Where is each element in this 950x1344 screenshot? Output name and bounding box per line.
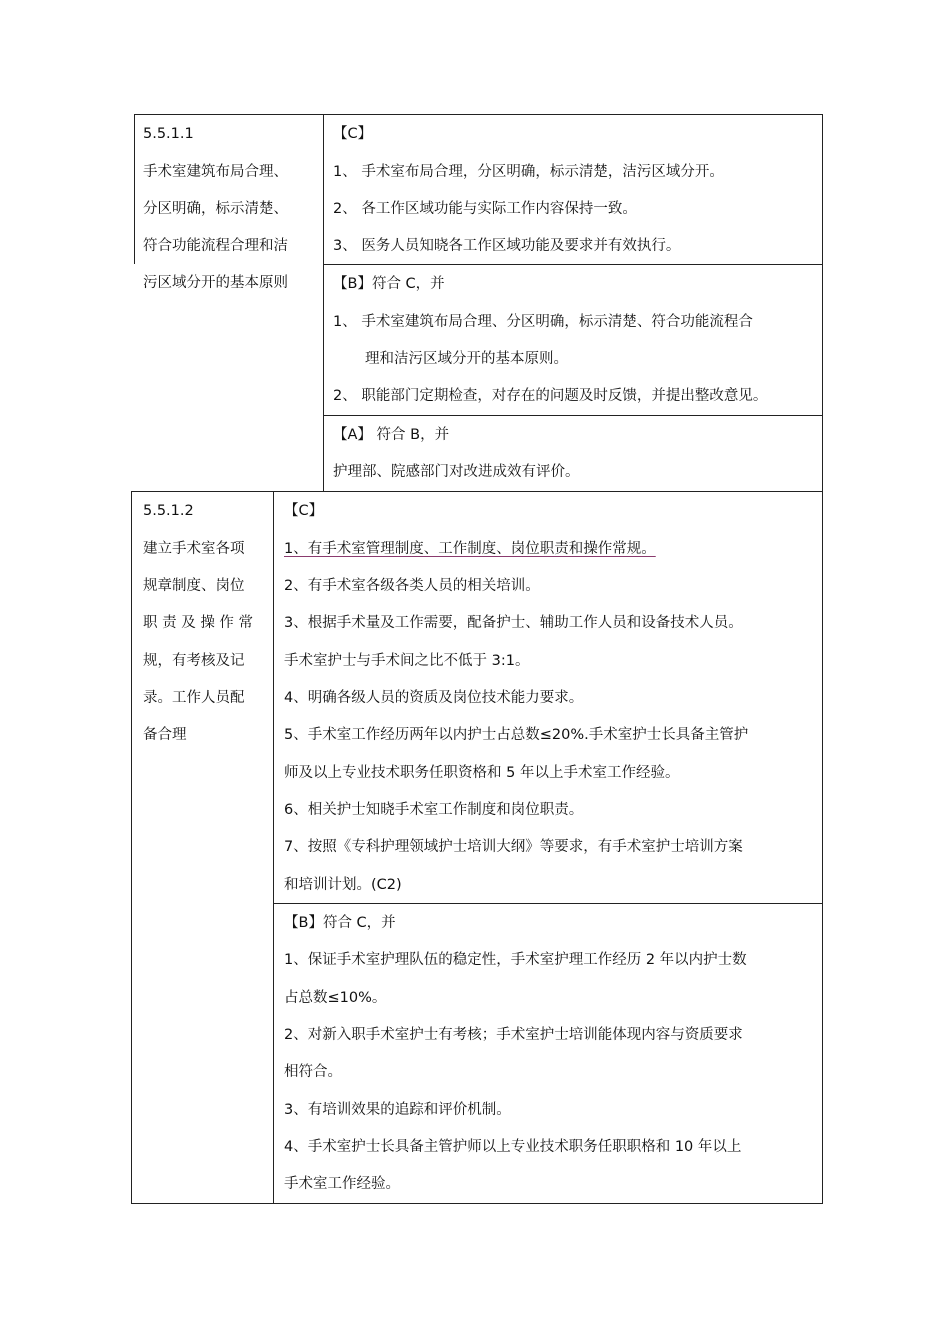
section1-code: 5.5.1.1: [143, 126, 194, 142]
section2-b-item: 2、对新入职手术室护士有考核；手术室护士培训能体现内容与资质要求: [284, 1027, 743, 1043]
section2-b-item: 3、有培训效果的追踪和评价机制。: [284, 1102, 511, 1118]
section1-c-item: 1、 手术室布局合理，分区明确，标示清楚，洁污区域分开。: [333, 164, 724, 180]
section2-title-line: 规，有考核及记: [143, 653, 245, 669]
table2-row-divider-c-b: [273, 903, 823, 904]
table1-row-divider-b-a: [323, 415, 823, 416]
section2-c-item: 和培训计划。(C2): [284, 877, 402, 893]
table1-left-border: [134, 114, 135, 264]
table1-row-divider-c-b: [323, 264, 823, 265]
section2-c-item: 7、按照《专科护理领域护士培训大纲》等要求，有手术室护士培训方案: [284, 839, 743, 855]
section1-b-item: 1、 手术室建筑布局合理、分区明确，标示清楚、符合功能流程合: [333, 314, 753, 330]
table2-top-border: [131, 491, 823, 492]
table1-right-border: [822, 114, 823, 492]
section1-b-item-continuation: 理和洁污区域分开的基本原则。: [365, 351, 568, 367]
table1-top-border: [134, 114, 823, 115]
section1-title-line: 污区域分开的基本原则: [143, 275, 288, 291]
section2-c-item: 6、相关护士知晓手术室工作制度和岗位职责。: [284, 802, 584, 818]
section2-c-item: 4、明确各级人员的资质及岗位技术能力要求。: [284, 690, 584, 706]
section2-b-item: 相符合。: [284, 1064, 342, 1080]
section2-b-label: 【B】符合 C，并: [284, 915, 396, 931]
table2-left-border: [131, 491, 132, 1204]
section2-c-item-underlined: 1、有手术室管理制度、工作制度、岗位职责和操作常规。: [284, 541, 656, 557]
section1-a-item: 护理部、院感部门对改进成效有评价。: [333, 464, 580, 480]
section1-title-line: 分区明确，标示清楚、: [143, 201, 288, 217]
section2-c-item: 师及以上专业技术职务任职资格和 5 年以上手术室工作经验。: [284, 765, 680, 781]
section2-b-item: 1、保证手术室护理队伍的稳定性，手术室护理工作经历 2 年以内护士数: [284, 952, 747, 968]
section1-a-label: 【A】 符合 B，并: [333, 427, 450, 443]
section1-b-item: 2、 职能部门定期检查，对存在的问题及时反馈，并提出整改意见。: [333, 388, 768, 404]
section2-c-item: 5、手术室工作经历两年以内护士占总数≤20%.手术室护士长具备主管护: [284, 727, 749, 743]
section2-b-item: 占总数≤10%。: [284, 990, 387, 1006]
section2-c-item: 2、有手术室各级各类人员的相关培训。: [284, 578, 540, 594]
section2-code: 5.5.1.2: [143, 503, 194, 519]
table1-column-divider: [323, 114, 324, 492]
table2-bottom-border: [131, 1203, 823, 1204]
section2-title-line: 建立手术室各项: [143, 541, 245, 557]
section2-title-line: 职 责 及 操 作 常: [143, 615, 254, 631]
section2-b-item: 手术室工作经验。: [284, 1176, 400, 1192]
section2-c-label: 【C】: [284, 503, 324, 519]
section2-b-item: 4、手术室护士长具备主管护师以上专业技术职务任职职格和 10 年以上: [284, 1139, 742, 1155]
section2-title-line: 录。工作人员配: [143, 690, 245, 706]
table2-column-divider: [273, 491, 274, 1204]
section1-title-line: 符合功能流程合理和洁: [143, 238, 288, 254]
section2-c-item: 手术室护士与手术间之比不低于 3:1。: [284, 653, 530, 669]
table2-right-border: [822, 491, 823, 1204]
section1-c-item: 3、 医务人员知晓各工作区域功能及要求并有效执行。: [333, 238, 681, 254]
section2-title-line: 规章制度、岗位: [143, 578, 245, 594]
section2-title-line: 备合理: [143, 727, 187, 743]
section1-title-line: 手术室建筑布局合理、: [143, 164, 288, 180]
section1-c-label: 【C】: [333, 126, 373, 142]
section2-c-item: 3、根据手术量及工作需要，配备护士、辅助工作人员和设备技术人员。: [284, 615, 743, 631]
section1-b-label: 【B】符合 C，并: [333, 276, 445, 292]
section1-c-item: 2、 各工作区域功能与实际工作内容保持一致。: [333, 201, 637, 217]
